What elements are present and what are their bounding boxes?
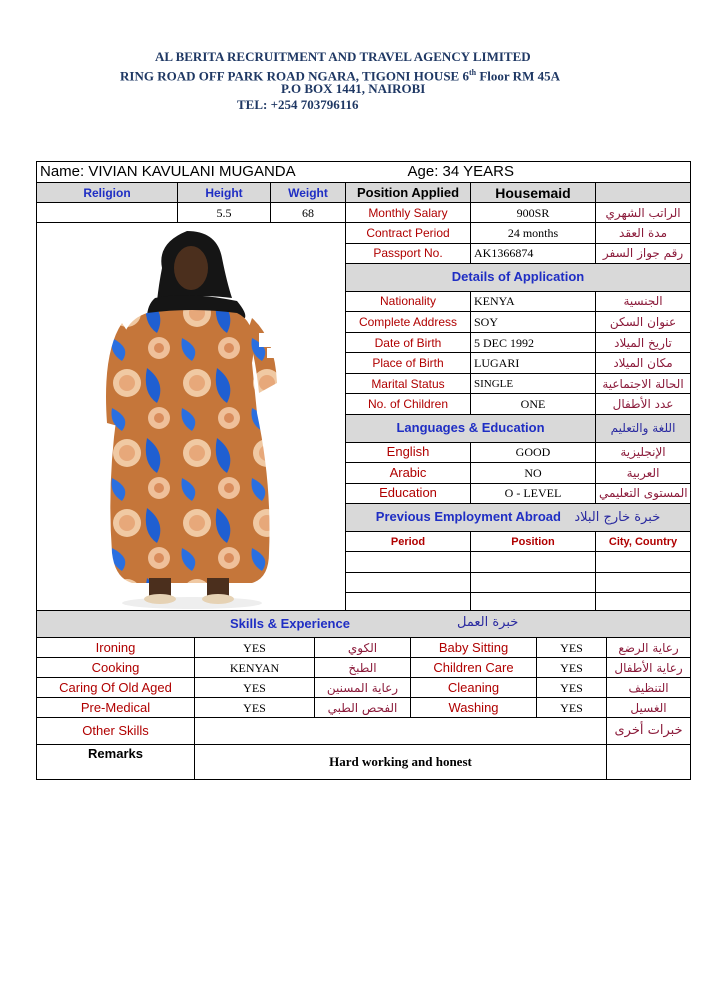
skill-label: Ironing [37, 638, 195, 658]
skill-label: Cleaning [411, 678, 537, 698]
detail-label: Date of Birth [346, 332, 471, 353]
language-value: GOOD [471, 442, 596, 463]
skill-row [37, 658, 691, 678]
height-header: Height [178, 183, 271, 203]
other-skills-arabic: خبرات أخرى [607, 718, 691, 745]
skill-label: Pre-Medical [37, 698, 195, 718]
detail-arabic: تاريخ الميلاد [596, 332, 691, 353]
skill-label: Cooking [37, 658, 195, 678]
name-row [37, 162, 691, 183]
person-photo-illustration [37, 223, 346, 613]
job-arabic: رقم جواز السفر [596, 243, 691, 264]
skill-value: YES [537, 658, 607, 678]
skills-title: Skills & Experience [230, 616, 350, 631]
skill-label: Washing [411, 698, 537, 718]
detail-label: Complete Address [346, 312, 471, 333]
language-arabic: العربية [596, 463, 691, 484]
skills-band [37, 611, 691, 638]
employment-col-position: Position [471, 531, 596, 552]
job-label: Monthly Salary [346, 203, 471, 223]
detail-arabic: عنوان السكن [596, 312, 691, 333]
employment-arabic: خبرة خارج البلاد [574, 509, 661, 525]
detail-value: 5 DEC 1992 [471, 332, 596, 353]
header-row [37, 183, 691, 203]
company-name: AL BERITA RECRUITMENT AND TRAVEL AGENCY LIMITED [155, 49, 531, 64]
job-value: 24 months [471, 223, 596, 244]
position-value: Housemaid [471, 183, 596, 203]
skill-value: YES [195, 638, 315, 658]
skill-row [37, 638, 691, 658]
detail-label: No. of Children [346, 394, 471, 415]
skill-value: YES [537, 638, 607, 658]
skills-title-cell [37, 611, 691, 638]
detail-label: Nationality [346, 291, 471, 312]
skill-label: Caring Of Old Aged [37, 678, 195, 698]
position-arabic [596, 183, 691, 203]
job-value: 900SR [471, 203, 596, 223]
remarks-label: Remarks [37, 745, 195, 780]
skill-value: KENYAN [195, 658, 315, 678]
skill-arabic: رعاية الأطفال [607, 658, 691, 678]
position-applied-header: Position Applied [346, 183, 471, 203]
remarks-extra [607, 745, 691, 780]
detail-value: KENYA [471, 291, 596, 312]
skill-value: YES [195, 678, 315, 698]
telephone: TEL: +254 703796116 [237, 97, 359, 112]
po-box: P.O BOX 1441, NAIROBI [281, 81, 426, 96]
skill-value: YES [537, 698, 607, 718]
candidate-name: Name: VIVIAN KAVULANI MUGANDA [40, 163, 296, 180]
cv-table [36, 161, 691, 614]
employment-col-city: City, Country [596, 531, 691, 552]
skill-row [37, 678, 691, 698]
candidate-age: Age: 34 YEARS [407, 163, 514, 180]
language-value: O - LEVEL [471, 483, 596, 504]
job-row [37, 223, 691, 244]
skill-arabic: الفحص الطبي [315, 698, 411, 718]
employment-col-period: Period [346, 531, 471, 552]
address-main: RING ROAD OFF PARK ROAD NGARA, TIGONI HOUSE 6 [120, 68, 469, 84]
detail-arabic: مكان الميلاد [596, 353, 691, 374]
languages-arabic: اللغة والتعليم [596, 414, 691, 442]
language-arabic: الإنجليزية [596, 442, 691, 463]
detail-arabic: عدد الأطفال [596, 394, 691, 415]
detail-value: LUGARI [471, 353, 596, 374]
remarks-value: Hard working and honest [195, 745, 607, 780]
skills-table [36, 610, 691, 780]
detail-label: Place of Birth [346, 353, 471, 374]
weight-header: Weight [271, 183, 346, 203]
language-label: Education [346, 483, 471, 504]
employment-title-cell [346, 504, 691, 532]
job-label: Contract Period [346, 223, 471, 244]
skill-arabic: رعاية المسنين [315, 678, 411, 698]
height-value: 5.5 [178, 203, 271, 223]
skill-arabic: الطبخ [315, 658, 411, 678]
detail-value: SOY [471, 312, 596, 333]
details-title: Details of Application [346, 264, 691, 292]
skills-arabic: خبرة العمل [457, 615, 519, 630]
religion-value [37, 203, 178, 223]
job-arabic: الراتب الشهري [596, 203, 691, 223]
employment-title: Previous Employment Abroad [375, 508, 561, 524]
detail-value: SINGLE [471, 373, 596, 394]
skill-arabic: التنظيف [607, 678, 691, 698]
languages-title: Languages & Education [346, 414, 596, 442]
skill-arabic: الكوي [315, 638, 411, 658]
language-label: English [346, 442, 471, 463]
religion-header: Religion [37, 183, 178, 203]
physical-row [37, 203, 691, 223]
language-label: Arabic [346, 463, 471, 484]
skill-label: Children Care [411, 658, 537, 678]
address-rest: Floor RM 45A [476, 68, 560, 84]
photo-cell [37, 223, 346, 614]
detail-label: Marital Status [346, 373, 471, 394]
skill-arabic: رعاية الرضع [607, 638, 691, 658]
job-value: AK1366874 [471, 243, 596, 264]
skill-arabic: الغسيل [607, 698, 691, 718]
skill-label: Baby Sitting [411, 638, 537, 658]
other-skills-row [37, 718, 691, 745]
weight-value: 68 [271, 203, 346, 223]
detail-value: ONE [471, 394, 596, 415]
candidate-photo [37, 223, 345, 613]
detail-arabic: الحالة الاجتماعية [596, 373, 691, 394]
language-value: NO [471, 463, 596, 484]
remarks-row [37, 745, 691, 780]
skill-value: YES [195, 698, 315, 718]
job-label: Passport No. [346, 243, 471, 264]
detail-arabic: الجنسية [596, 291, 691, 312]
skill-value: YES [537, 678, 607, 698]
other-skills-label: Other Skills [37, 718, 195, 745]
skill-row [37, 698, 691, 718]
other-skills-value [195, 718, 607, 745]
language-arabic: المستوى التعليمي [596, 483, 691, 504]
address-sup: th [468, 68, 477, 77]
job-arabic: مدة العقد [596, 223, 691, 244]
